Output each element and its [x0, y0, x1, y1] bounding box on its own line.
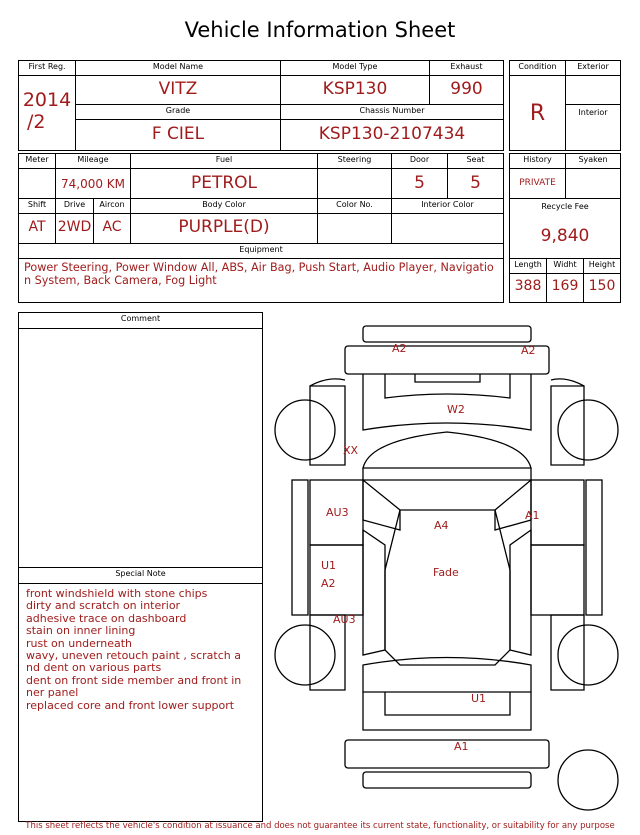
chassis-label: Chassis Number	[281, 106, 503, 120]
width-cell	[547, 259, 584, 302]
seat-cell	[448, 154, 503, 199]
first-reg-month: /2	[27, 111, 46, 133]
exhaust-label: Exhaust	[430, 62, 503, 76]
disclaimer-footer: This sheet reflects the vehicle's condition at issuance and does not guarantee its current state, functionality, or suitability for any purpose	[25, 821, 615, 831]
grade-cell	[76, 105, 281, 150]
first-reg-year: 2014	[22, 89, 72, 111]
exterior-cell	[566, 61, 620, 105]
comment-box	[18, 312, 263, 822]
color-no-cell	[318, 199, 392, 244]
special-note-line: replaced core and front lower support	[26, 698, 235, 712]
condition-cell	[510, 61, 566, 150]
model-name-cell	[76, 61, 281, 105]
meter-cell	[19, 154, 56, 199]
door-label: Door	[392, 155, 447, 169]
damage-mark: U1	[321, 559, 337, 572]
mileage-cell	[56, 154, 131, 199]
shift-value: AT	[28, 219, 46, 235]
height-label: Height	[584, 260, 620, 274]
damage-mark: W2	[447, 403, 465, 416]
vehicle-main-table	[18, 60, 504, 151]
damage-mark: A1	[454, 740, 469, 753]
history-cell	[510, 154, 566, 199]
seat-value: 5	[470, 173, 481, 193]
condition-label: Condition	[510, 62, 565, 76]
interior-color-label: Interior Color	[392, 200, 503, 214]
grade-value: F CIEL	[151, 124, 205, 144]
fuel-cell	[131, 154, 318, 199]
length-cell	[510, 259, 547, 302]
model-type-label: Model Type	[281, 62, 429, 76]
special-note-line: adhesive trace on dashboard	[26, 611, 187, 625]
damage-mark: A2	[521, 344, 536, 357]
door-cell	[392, 154, 448, 199]
first-reg-label: First Reg.	[19, 62, 75, 76]
exhaust-value: 990	[450, 79, 483, 99]
length-label: Length	[510, 260, 546, 274]
damage-mark: A1	[525, 509, 540, 522]
syaken-cell	[566, 154, 620, 199]
special-note-section	[19, 567, 262, 712]
sheet-title: Vehicle Information Sheet	[184, 18, 456, 42]
vehicle-detail-table	[18, 153, 504, 303]
equipment-label: Equipment	[19, 245, 503, 259]
shift-cell	[19, 199, 56, 244]
syaken-label: Syaken	[566, 155, 620, 169]
damage-mark: U1	[471, 692, 487, 705]
damage-mark: AU3	[333, 613, 356, 626]
damage-mark: A2	[321, 577, 336, 590]
model-type-value: KSP130	[322, 79, 388, 99]
drive-label: Drive	[56, 200, 93, 214]
special-note-line: front windshield with stone chips	[26, 587, 208, 600]
model-name-label: Model Name	[76, 62, 280, 76]
grade-label: Grade	[76, 106, 280, 120]
history-value: PRIVATE	[519, 178, 556, 188]
steering-cell	[318, 154, 392, 199]
aircon-cell	[94, 199, 131, 244]
fuel-value: PETROL	[190, 173, 258, 193]
interior-color-cell	[392, 199, 503, 244]
door-value: 5	[414, 173, 425, 193]
steering-label: Steering	[318, 155, 391, 169]
recycle-fee-cell	[510, 199, 620, 259]
fuel-label: Fuel	[131, 155, 317, 169]
condition-value: R	[529, 101, 546, 126]
meter-label: Meter	[19, 155, 55, 169]
special-note-line: dent on front side member and front in	[26, 673, 242, 687]
height-cell	[584, 259, 620, 302]
comment-label: Comment	[19, 313, 262, 329]
special-note-line: nd dent on various parts	[26, 661, 162, 675]
exhaust-cell	[430, 61, 503, 105]
length-value: 388	[514, 278, 542, 294]
first-reg-cell	[19, 61, 76, 150]
special-note-line: ner panel	[26, 686, 79, 700]
width-value: 169	[551, 278, 579, 294]
drive-cell	[56, 199, 94, 244]
interior-cell	[566, 105, 620, 150]
body-color-value: PURPLE(D)	[178, 217, 270, 237]
damage-mark: XX	[343, 444, 359, 457]
condition-table	[509, 60, 621, 151]
shift-label: Shift	[19, 200, 55, 214]
recycle-fee-value: 9,840	[540, 226, 590, 246]
equipment-line-1: Power Steering, Power Window All, ABS, Air Bag, Push Start, Audio Player, Navigatio	[24, 261, 494, 274]
aircon-value: AC	[102, 219, 122, 235]
damage-mark: A2	[392, 342, 407, 355]
special-note-line: stain on inner lining	[26, 624, 136, 638]
damage-mark: A4	[434, 519, 449, 532]
special-note-line: rust on underneath	[26, 636, 133, 650]
exterior-label: Exterior	[566, 62, 620, 76]
aircon-label: Aircon	[94, 200, 130, 214]
color-no-label: Color No.	[318, 200, 391, 214]
damage-mark: AU3	[326, 506, 349, 519]
mileage-value: 74,000 KM	[60, 177, 126, 191]
body-color-label: Body Color	[131, 200, 317, 214]
body-color-cell	[131, 199, 318, 244]
drive-value: 2WD	[57, 219, 92, 235]
model-name-value: VITZ	[158, 79, 198, 99]
mileage-label: Mileage	[56, 155, 130, 169]
interior-label: Interior	[578, 108, 608, 117]
equipment-line-2: n System, Back Camera, Fog Light	[24, 274, 217, 287]
height-value: 150	[588, 278, 616, 294]
special-note-label: Special Note	[19, 568, 262, 584]
width-label: Widht	[547, 260, 583, 274]
special-note-line: wavy, uneven retouch paint , scratch a	[26, 649, 241, 662]
model-type-cell	[281, 61, 430, 105]
chassis-value: KSP130-2107434	[318, 124, 466, 144]
seat-label: Seat	[448, 155, 503, 169]
history-label: History	[510, 155, 565, 169]
history-table	[509, 153, 621, 303]
recycle-fee-label: Recycle Fee	[541, 202, 589, 211]
chassis-cell	[281, 105, 503, 150]
special-note-line: dirty and scratch on interior	[26, 599, 181, 613]
equipment-cell	[19, 244, 503, 302]
damage-mark: Fade	[433, 566, 459, 579]
